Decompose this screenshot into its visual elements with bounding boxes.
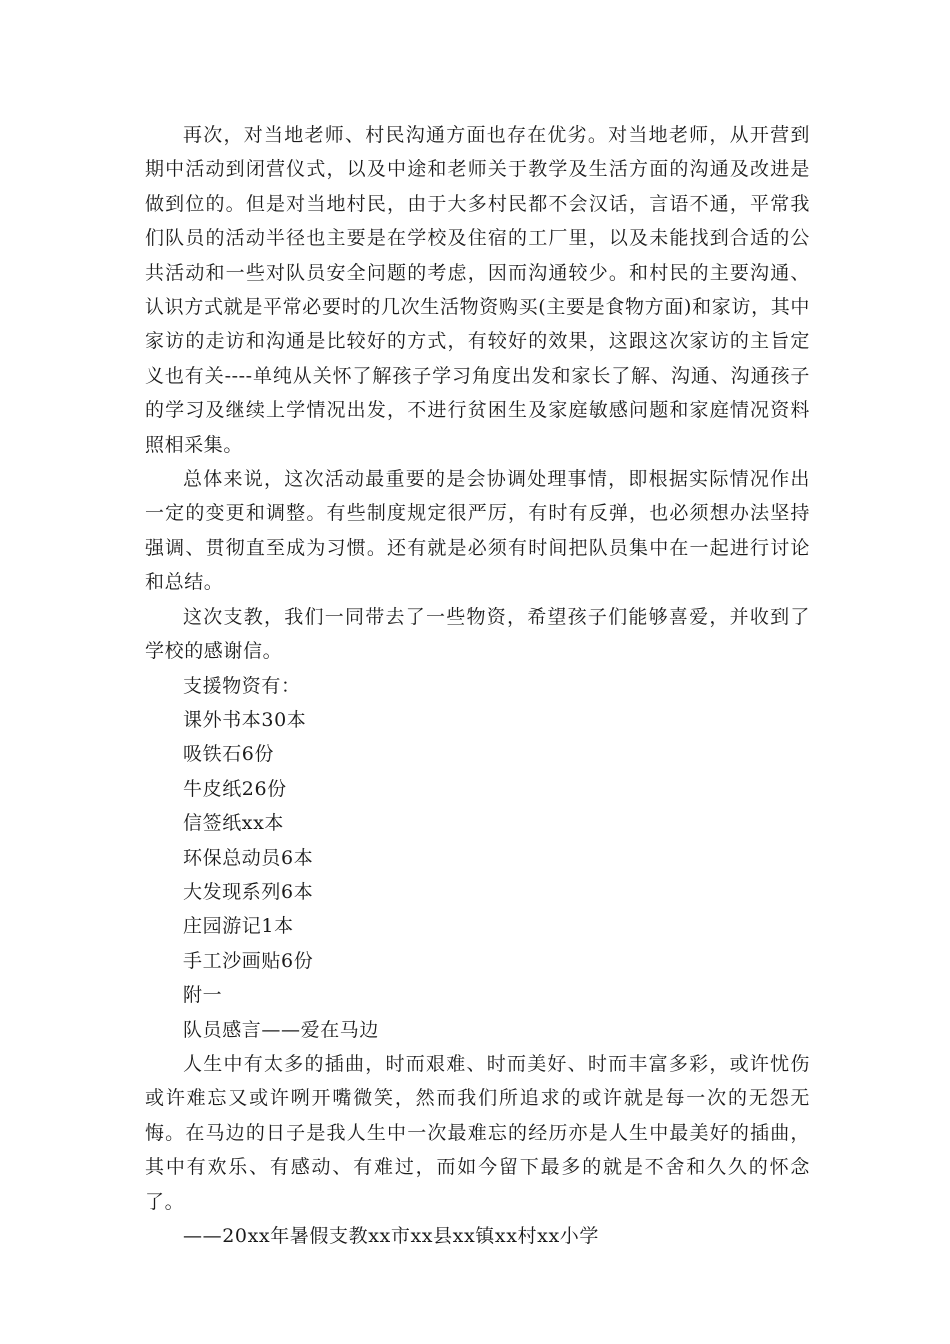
supply-item: 手工沙画贴6份 bbox=[183, 949, 314, 972]
supply-item: 牛皮纸26份 bbox=[183, 777, 287, 800]
supply-item: 信签纸xx本 bbox=[183, 812, 285, 835]
supplies-list bbox=[145, 703, 810, 978]
supply-item: 庄园游记1本 bbox=[183, 915, 294, 938]
supply-item: 吸铁石6份 bbox=[183, 743, 275, 766]
paragraph-summary: 总体来说，这次活动最重要的是会协调处理事情，即根据实际情况作出一定的变更和调整。有些制度规定很严厉，有时有反弹，也必须想办法坚持强调、贯彻直至成为习惯。还有就是必须有时间把队员集中在一起进行讨论和总结。 bbox=[145, 468, 810, 594]
paragraph-communication: 再次，对当地老师、村民沟通方面也存在优劣。对当地老师，从开营到期中活动到闭营仪式，以及中途和老师关于教学及生活方面的沟通及改进是做到位的。但是对当地村民，由于大多村民都不会汉话，言语不通，平常我们队员的活动半径也主要是在学校及住宿的工厂里，以及未能找到合适的公共活动和一些对队员安全问题的考虑，因而沟通较少。和村民的主要沟通、认识方式就是平常必要时的几次生活物资购买(主要是食物方面)和家访，其中家访的走访和沟通是比较好的方式，有较好的效果，这跟这次家访的主旨定义也有关----单纯从关怀了解孩子学习角度出发和家长了解、沟通、沟通孩子的学习及继续上学情况出发，不进行贫困生及家庭敏感问题和家庭情况资料照相采集。 bbox=[145, 124, 810, 456]
appendix-label: 附一 bbox=[183, 984, 223, 1007]
appendix-title: 队员感言——爱在马边 bbox=[183, 1018, 380, 1041]
supply-item: 大发现系列6本 bbox=[183, 880, 314, 903]
supply-item: 环保总动员6本 bbox=[183, 846, 314, 869]
paragraph-reflection: 人生中有太多的插曲，时而艰难、时而美好、时而丰富多彩，或许忧伤或许难忘又或许咧开嘴微笑，然而我们所追求的或许就是每一次的无怨无悔。在马边的日子是我人生中一次最难忘的经历亦是人生中最美好的插曲，其中有欢乐、有感动、有难过，而如今留下最多的就是不舍和久久的怀念了。 bbox=[145, 1052, 810, 1213]
supply-item: 课外书本30本 bbox=[183, 708, 307, 731]
paragraph-supplies-intro: 这次支教，我们一同带去了一些物资，希望孩子们能够喜爱，并收到了学校的感谢信。 bbox=[145, 605, 810, 663]
signature-line: ——20xx年暑假支教xx市xx县xx镇xx村xx小学 bbox=[183, 1225, 599, 1247]
document-body bbox=[145, 118, 810, 1253]
supplies-heading: 支援物资有： bbox=[183, 674, 301, 697]
